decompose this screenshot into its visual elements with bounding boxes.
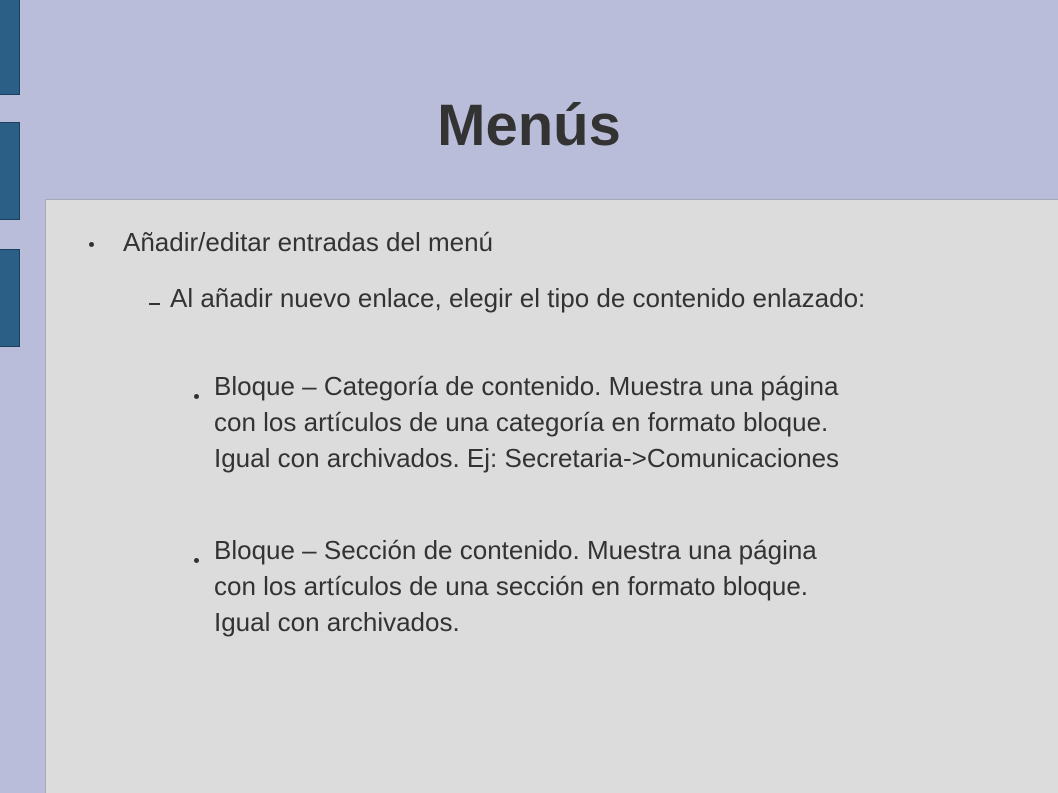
bullet-dot-icon: [194, 394, 199, 399]
bullet-item-level-2: Al añadir nuevo enlace, elegir el tipo de contenido enlazado:: [170, 283, 866, 313]
bullet-dash-icon: [149, 303, 160, 305]
side-decoration-bar: [0, 249, 20, 347]
side-decoration-bar: [0, 0, 20, 95]
bullet-dot-icon: [194, 558, 199, 563]
bullet-dot-icon: [89, 242, 94, 247]
bullet-item-level-3: Bloque – Categoría de contenido. Muestra una página con los artículos de una categoría en formato bloque. Igual con archivados. Ej: Secretaria->Comunicaciones: [214, 371, 840, 473]
bullet-item-level-1: Añadir/editar entradas del menú: [123, 227, 494, 257]
slide-title: Menús: [437, 93, 621, 158]
bullet-item-level-3: Bloque – Sección de contenido. Muestra una página con los artículos de una sección en formato bloque. Igual con archivados.: [214, 535, 817, 637]
content-panel: [45, 199, 1058, 793]
